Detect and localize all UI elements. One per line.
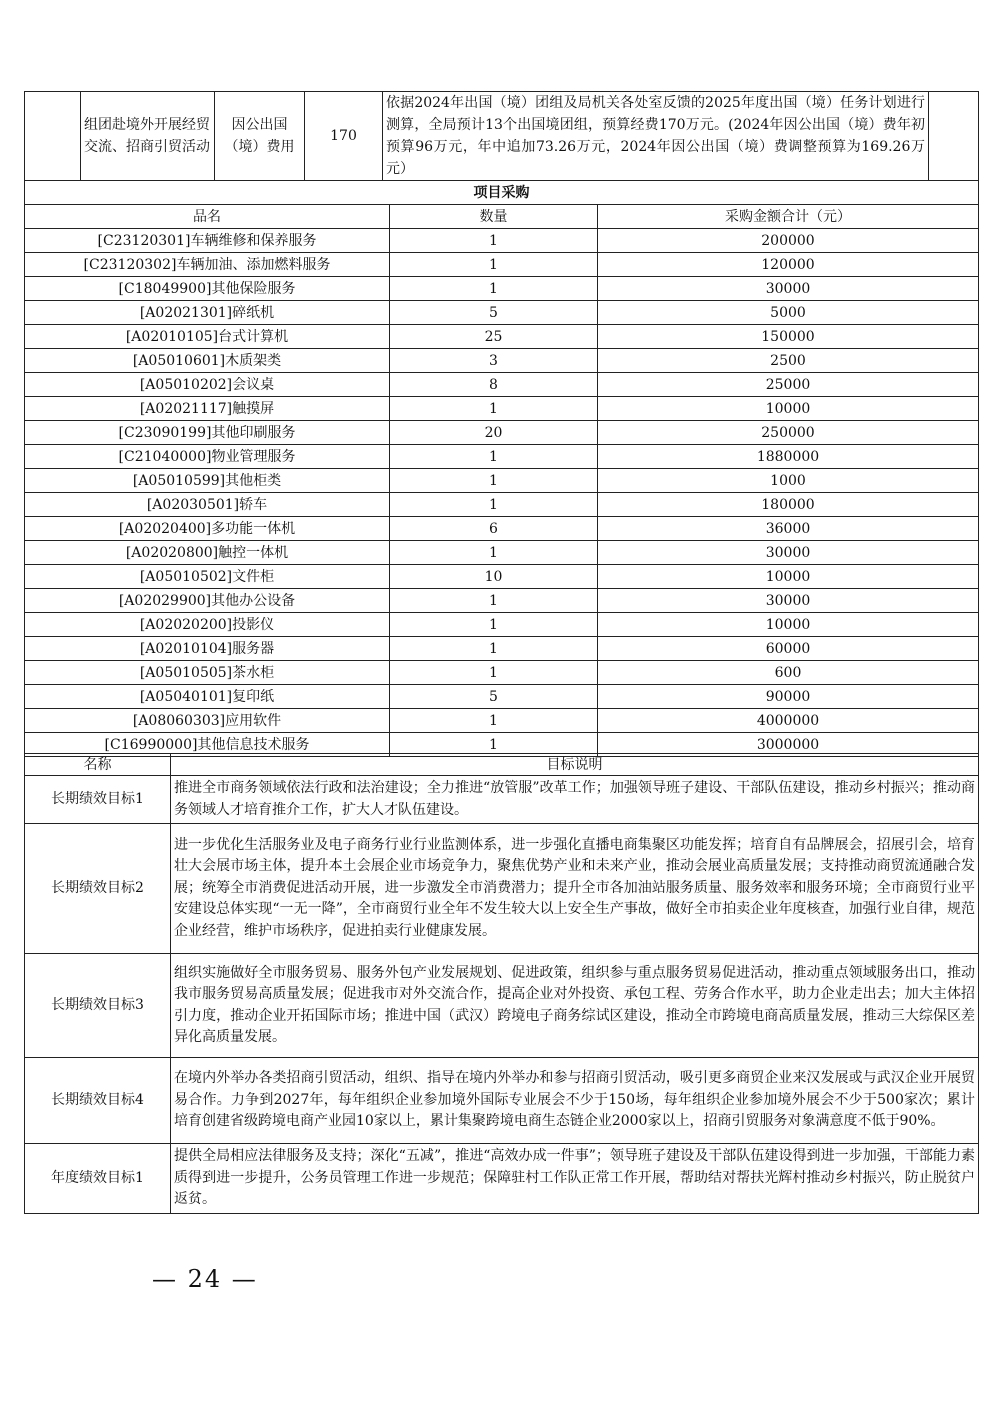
procurement-item-amount: 90000	[598, 685, 979, 709]
outlay-row	[25, 92, 979, 181]
procurement-item-quantity: 25	[390, 325, 598, 349]
procurement-item-name: [A02010105]台式计算机	[25, 325, 390, 349]
procurement-item-amount: 25000	[598, 373, 979, 397]
goal-name: 长期绩效目标3	[25, 954, 171, 1058]
procurement-item-amount: 10000	[598, 613, 979, 637]
procurement-item-name: [A02021301]碎纸机	[25, 301, 390, 325]
procurement-item-amount: 10000	[598, 565, 979, 589]
goals-header-name: 名称	[25, 754, 171, 776]
goal-row	[25, 776, 979, 824]
procurement-item-amount: 5000	[598, 301, 979, 325]
procurement-item-quantity: 1	[390, 277, 598, 301]
procurement-item-amount: 30000	[598, 589, 979, 613]
procurement-item-quantity: 1	[390, 733, 598, 757]
outlay-basis: 依据2024年出国（境）团组及局机关各处室反馈的2025年度出国（境）任务计划进行测算，全局预计13个出国境团组，预算经费170万元。(2024年因公出国（境）费年初预算96万元，年中追加73.26万元，2024年因公出国（境）费调整预算为169.26万元）	[383, 92, 929, 181]
procurement-item-amount: 10000	[598, 397, 979, 421]
procurement-item-name: [A08060303]应用软件	[25, 709, 390, 733]
goal-description: 推进全市商务领域依法行政和法治建设；全力推进“放管服”改革工作；加强领导班子建设、干部队伍建设，推动乡村振兴；推动商务领域人才培育推介工作，扩大人才队伍建设。	[171, 776, 979, 824]
procurement-item-amount: 2500	[598, 349, 979, 373]
procurement-item-name: [A05040101]复印纸	[25, 685, 390, 709]
goal-row	[25, 1144, 979, 1214]
procurement-row	[25, 709, 979, 733]
goals-header-description: 目标说明	[171, 754, 979, 776]
procurement-item-amount: 250000	[598, 421, 979, 445]
procurement-item-quantity: 5	[390, 301, 598, 325]
procurement-item-quantity: 1	[390, 397, 598, 421]
procurement-row	[25, 469, 979, 493]
procurement-item-name: [A05010599]其他柜类	[25, 469, 390, 493]
procurement-item-name: [A02029900]其他办公设备	[25, 589, 390, 613]
procurement-item-name: [A05010505]茶水柜	[25, 661, 390, 685]
procurement-item-amount: 36000	[598, 517, 979, 541]
goals-table	[24, 753, 979, 1214]
header-quantity: 数量	[390, 205, 598, 229]
procurement-item-name: [C23090199]其他印刷服务	[25, 421, 390, 445]
procurement-row	[25, 637, 979, 661]
procurement-item-quantity: 1	[390, 613, 598, 637]
procurement-item-name: [A05010601]木质架类	[25, 349, 390, 373]
blank-cell	[929, 92, 979, 181]
procurement-item-quantity: 1	[390, 637, 598, 661]
procurement-item-quantity: 1	[390, 661, 598, 685]
procurement-item-quantity: 3	[390, 349, 598, 373]
procurement-item-name: [A02020200]投影仪	[25, 613, 390, 637]
procurement-item-amount: 1000	[598, 469, 979, 493]
procurement-item-name: [A02030501]轿车	[25, 493, 390, 517]
procurement-item-name: [C23120302]车辆加油、添加燃料服务	[25, 253, 390, 277]
goal-name: 长期绩效目标1	[25, 776, 171, 824]
procurement-title: 项目采购	[25, 181, 979, 205]
procurement-item-amount: 180000	[598, 493, 979, 517]
procurement-item-amount: 4000000	[598, 709, 979, 733]
outlay-amount: 170	[305, 92, 383, 181]
procurement-item-name: [C23120301]车辆维修和保养服务	[25, 229, 390, 253]
goal-name: 长期绩效目标4	[25, 1058, 171, 1144]
procurement-item-amount: 3000000	[598, 733, 979, 757]
procurement-row	[25, 253, 979, 277]
procurement-item-quantity: 1	[390, 541, 598, 565]
header-name: 品名	[25, 205, 390, 229]
procurement-item-amount: 60000	[598, 637, 979, 661]
procurement-item-amount: 30000	[598, 277, 979, 301]
procurement-item-name: [A02020400]多功能一体机	[25, 517, 390, 541]
outlay-item: 组团赴境外开展经贸交流、招商引贸活动	[81, 92, 215, 181]
procurement-item-amount: 30000	[598, 541, 979, 565]
procurement-row	[25, 397, 979, 421]
procurement-header-row	[25, 205, 979, 229]
outlay-table	[24, 91, 979, 181]
procurement-item-quantity: 20	[390, 421, 598, 445]
procurement-row	[25, 229, 979, 253]
procurement-item-quantity: 8	[390, 373, 598, 397]
goal-description: 在境内外举办各类招商引贸活动，组织、指导在境内外举办和参与招商引贸活动，吸引更多商贸企业来汉发展或与武汉企业开展贸易合作。力争到2027年，每年组织企业参加境外国际专业展会不少于150场，每年组织企业参加境外展会不少于500家次；累计培育创建省级跨境电商产业园10家以上，累计集聚跨境电商生态链企业2000家以上，招商引贸服务对象满意度不低于90%。	[171, 1058, 979, 1144]
procurement-item-quantity: 1	[390, 589, 598, 613]
procurement-item-name: [C21040000]物业管理服务	[25, 445, 390, 469]
procurement-row	[25, 661, 979, 685]
goal-row	[25, 954, 979, 1058]
procurement-item-amount: 600	[598, 661, 979, 685]
procurement-item-quantity: 5	[390, 685, 598, 709]
procurement-title-row	[25, 181, 979, 205]
procurement-item-name: [C18049900]其他保险服务	[25, 277, 390, 301]
procurement-item-quantity: 1	[390, 229, 598, 253]
procurement-row	[25, 349, 979, 373]
goal-name: 长期绩效目标2	[25, 824, 171, 954]
procurement-row	[25, 685, 979, 709]
procurement-item-amount: 120000	[598, 253, 979, 277]
header-amount: 采购金额合计（元）	[598, 205, 979, 229]
procurement-item-quantity: 10	[390, 565, 598, 589]
goals-header-row	[25, 754, 979, 776]
procurement-row	[25, 301, 979, 325]
procurement-row	[25, 517, 979, 541]
procurement-item-amount: 150000	[598, 325, 979, 349]
procurement-item-quantity: 1	[390, 709, 598, 733]
procurement-item-amount: 1880000	[598, 445, 979, 469]
procurement-item-name: [C16990000]其他信息技术服务	[25, 733, 390, 757]
outlay-category: 因公出国（境）费用	[215, 92, 305, 181]
procurement-row	[25, 565, 979, 589]
procurement-row	[25, 589, 979, 613]
procurement-item-name: [A02010104]服务器	[25, 637, 390, 661]
procurement-item-name: [A05010202]会议桌	[25, 373, 390, 397]
procurement-item-quantity: 1	[390, 493, 598, 517]
page-number: — 24 —	[152, 1265, 258, 1293]
goal-row	[25, 824, 979, 954]
procurement-item-name: [A02020800]触控一体机	[25, 541, 390, 565]
procurement-item-quantity: 1	[390, 469, 598, 493]
procurement-item-name: [A02021117]触摸屏	[25, 397, 390, 421]
goal-description: 提供全局相应法律服务及支持；深化“五减”，推进“高效办成一件事”；领导班子建设及干部队伍建设得到进一步加强，干部能力素质得到进一步提升，公务员管理工作进一步规范；保障驻村工作队正常工作开展，帮助结对帮扶光辉村推动乡村振兴，防止脱贫户返贫。	[171, 1144, 979, 1214]
procurement-row	[25, 541, 979, 565]
procurement-row	[25, 421, 979, 445]
procurement-item-quantity: 1	[390, 253, 598, 277]
procurement-row	[25, 325, 979, 349]
blank-cell	[25, 92, 81, 181]
goal-name: 年度绩效目标1	[25, 1144, 171, 1214]
procurement-row	[25, 613, 979, 637]
goal-description: 组织实施做好全市服务贸易、服务外包产业发展规划、促进政策，组织参与重点服务贸易促进活动，推动重点领域服务出口，推动我市服务贸易高质量发展；促进我市对外交流合作，提高企业对外投资、承包工程、劳务合作水平，助力企业走出去；加大主体招引力度，推动企业开拓国际市场；推进中国（武汉）跨境电子商务综试区建设，推动全市跨境电商高质量发展，推动三大综保区差异化高质量发展。	[171, 954, 979, 1058]
procurement-table	[24, 180, 979, 757]
procurement-row	[25, 277, 979, 301]
procurement-row	[25, 445, 979, 469]
procurement-item-amount: 200000	[598, 229, 979, 253]
procurement-row	[25, 493, 979, 517]
procurement-item-name: [A05010502]文件柜	[25, 565, 390, 589]
procurement-row	[25, 373, 979, 397]
goal-row	[25, 1058, 979, 1144]
procurement-item-quantity: 6	[390, 517, 598, 541]
goal-description: 进一步优化生活服务业及电子商务行业行业监测体系，进一步强化直播电商集聚区功能发挥；培育自有品牌展会，招展引会，培育壮大会展市场主体，提升本土会展企业市场竞争力，聚焦优势产业和未来产业，推动会展业高质量发展；支持推动商贸流通融合发展；统筹全市消费促进活动开展，进一步激发全市消费潜力；提升全市各加油站服务质量、服务效率和服务环境；全市商贸行业平安建设总体实现“一无一降”，全市商贸行业全年不发生较大以上安全生产事故，做好全市拍卖企业年度核查，加强行业自律，规范企业经营，维护市场秩序，促进拍卖行业健康发展。	[171, 824, 979, 954]
procurement-item-quantity: 1	[390, 445, 598, 469]
